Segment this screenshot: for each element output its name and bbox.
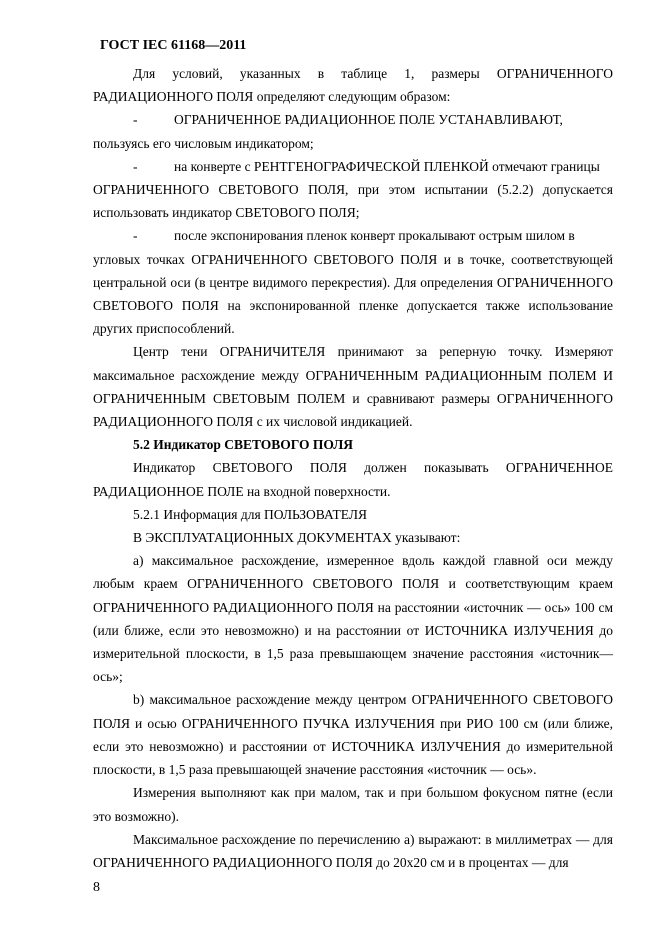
subsection-heading: 5.2.1 Информация для ПОЛЬЗОВАТЕЛЯ [133,506,367,522]
list-item [93,224,613,340]
list-dash: - [133,158,138,174]
paragraph-measurements: Измерения выполняют как при малом, так и при большом фокусном пятне (если это возможно). [93,785,613,824]
document-body [93,62,613,874]
list-dash: - [133,112,138,128]
paragraph-item-b: b) максимальное расхождение между центром ОГРАНИЧЕННОГО СВЕТОВОГО ПОЛЯ и осью ОГРАНИЧЕННОГО ПУЧКА ИЗЛУЧЕНИЯ при РИО 100 см (или ближе, если это невозможно) и расстоянии от ИСТОЧНИКА ИЗЛУЧЕНИЯ до измерительной плоскости, в 1,5 раза превышающей значение расстояния «источник — ось». [93,692,613,778]
list-item-first-line: после экспонирования пленок конверт прокалывают острым шилом в [174,228,575,244]
paragraph-item-a: а) максимальное расхождение, измеренное вдоль каждой главной оси между любым краем ОГРАНИЧЕННОГО СВЕТОВОГО ПОЛЯ и соответствующим краем ОГРАНИЧЕННОГО РАДИАЦИОННОГО ПОЛЯ на расстоянии «источник — ось» 100 см (или ближе, если это невозможно) и на расстоянии от ИСТОЧНИКА ИЗЛУЧЕНИЯ до измерительной плоскости, в 1,5 раза превышающем значение расстояния «источник— ось»; [93,553,613,685]
list-item-first-line: на конверте с РЕНТГЕНОГРАФИЧЕСКОЙ ПЛЕНКОЙ отмечают границы [174,158,600,174]
paragraph-max-deviation: Максимальное расхождение по перечислению а) выражают: в миллиметрах — для ОГРАНИЧЕННОГО РАДИАЦИОННОГО ПОЛЯ до 20х20 см и в процентах — для [93,831,613,870]
paragraph-light-field-indicator: Индикатор СВЕТОВОГО ПОЛЯ должен показывать ОГРАНИЧЕННОЕ РАДИАЦИОННОЕ ПОЛЕ на входной поверхности. [93,460,613,499]
page-number: 8 [93,880,100,895]
paragraph-documents: В ЭКСПЛУАТАЦИОННЫХ ДОКУМЕНТАХ указывают: [133,530,461,546]
list-item-continuation: ОГРАНИЧЕННОГО СВЕТОВОГО ПОЛЯ, при этом испытании (5.2.2) допускается использовать индикатор СВЕТОВОГО ПОЛЯ; [93,182,613,221]
paragraph-intro: Для условий, указанных в таблице 1, размеры ОГРАНИЧЕННОГО РАДИАЦИОННОГО ПОЛЯ определяют следующим образом: [93,66,613,105]
list-item [93,108,613,154]
document-header: ГОСТ IEC 61168—2011 [100,38,247,53]
list-item-continuation: пользуясь его числовым индикатором; [93,135,314,151]
section-heading: 5.2 Индикатор СВЕТОВОГО ПОЛЯ [133,437,354,453]
list-item [93,155,613,225]
paragraph-reference-point: Центр тени ОГРАНИЧИТЕЛЯ принимают за реперную точку. Измеряют максимальное расхождение между ОГРАНИЧЕННЫМ РАДИАЦИОННЫМ ПОЛЕМ И ОГРАНИЧЕННЫМ СВЕТОВЫМ ПОЛЕМ и сравнивают размеры ОГРАНИЧЕННОГО РАДИАЦИОННОГО ПОЛЯ с их числовой индикацией. [93,344,613,430]
list-dash: - [133,228,138,244]
list-item-first-line: ОГРАНИЧЕННОЕ РАДИАЦИОННОЕ ПОЛЕ УСТАНАВЛИВАЮТ, [174,112,563,128]
list-item-continuation: угловых точках ОГРАНИЧЕННОГО СВЕТОВОГО ПОЛЯ и в точке, соответствующей центральной оси (в центре видимого перекрестия). Для определения ОГРАНИЧЕННОГО СВЕТОВОГО ПОЛЯ на экспонированной пленке допускается также использование других приспособлений. [93,251,613,337]
